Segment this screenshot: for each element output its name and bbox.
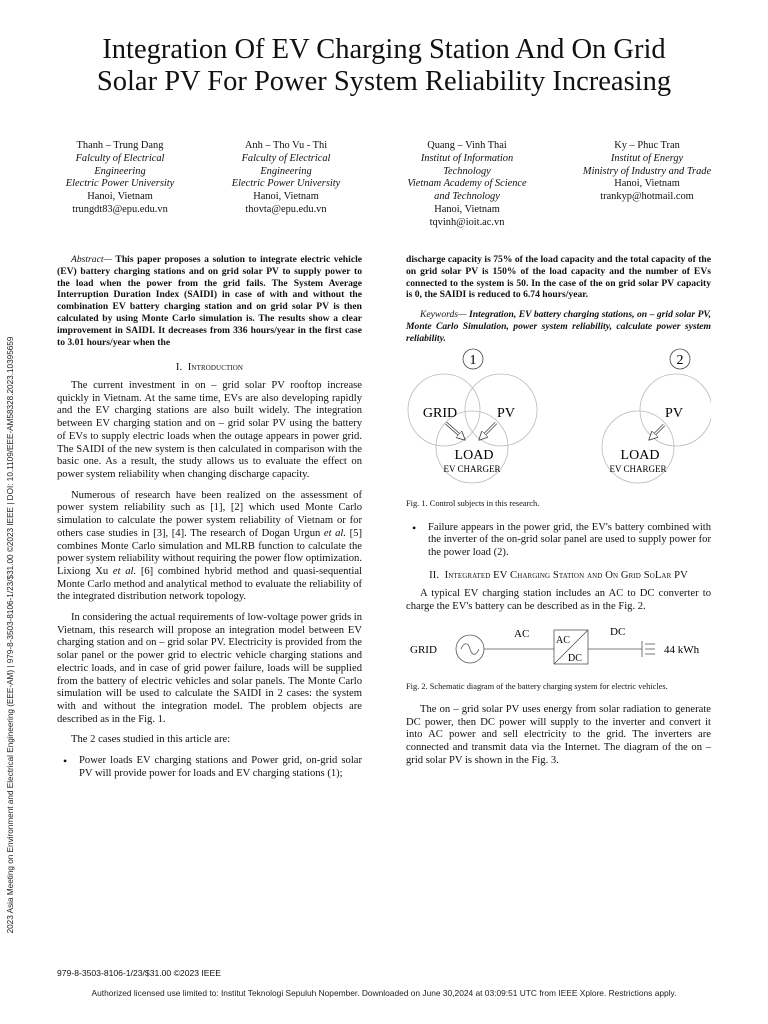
author-affiliation: Institut of Information xyxy=(420,152,514,164)
text-run-italic: et al. xyxy=(112,565,137,577)
paragraph-intro-4: The 2 cases studied in this article are: xyxy=(71,734,231,746)
author-4 xyxy=(567,140,727,204)
list-item-case-2: • Failure appears in the power grid, the EV's battery combined with the inverter of the on-grid solar panel are used to supply power for the power load (2). xyxy=(406,522,711,560)
author-affiliation: Falculty of Electrical xyxy=(75,152,165,164)
pv-label: PV xyxy=(497,405,515,421)
abstract-continued: discharge capacity is 75% of the load capacity and the total capacity of the on grid solar PV is 150% of the load capacity and the number of EVs connected to the system is 50. In the case of the on grid solar PV capacity is 0, the SAIDI is reduced to 6.74 hours/year. xyxy=(406,254,711,301)
abstract-lead: Abstract— xyxy=(71,254,113,265)
figure-1-diagram xyxy=(406,345,711,495)
fig2-dc-label: DC xyxy=(610,625,626,638)
author-email: tqvinh@ioit.ac.vn xyxy=(429,216,505,228)
paragraph-sec2-2: The on – grid solar PV uses energy from solar radiation to generate DC power, then DC power will supply to the inverter and convert it into AC power and sell electricity to the grid. The inverters are connected and transmit data via the Internet. The diagram of the on – grid solar PV is shown in the Fig. 3. xyxy=(406,703,711,766)
text-run: Numerous of research have been realized on the assessment of power system reliability such as [1], [2] which used Monte Carlo simulation to calculate the power system reliability of Vietnam or for others case studies in [3], [4]. The research of Dogan Urgun xyxy=(57,489,362,539)
left-column xyxy=(57,254,362,780)
arrow-grid-load-inner xyxy=(446,423,464,439)
fig2-grid-label: GRID xyxy=(410,643,437,656)
sine-wave-icon xyxy=(461,644,479,655)
author-city: Hanoi, Vietnam xyxy=(434,203,500,215)
text-run-italic: et al. xyxy=(323,527,347,539)
pv-label-2: PV xyxy=(665,405,683,421)
text-run: [5] combines Monte Carlo simulation and MLRB function to calculate the power system reliability without requiring the power flow optimization. Lixiong Xu xyxy=(57,527,362,577)
battery-capacity-label: 44 kWh xyxy=(664,643,700,656)
converter-dc-label: DC xyxy=(568,652,582,664)
author-email: thovta@epu.edu.vn xyxy=(245,203,327,215)
figure-1-caption: Fig. 1. Control subjects in this research. xyxy=(406,498,540,508)
author-affiliation: and Technology xyxy=(434,191,500,203)
author-city: Hanoi, Vietnam xyxy=(87,191,153,203)
figure-2-caption: Fig. 2. Schematic diagram of the battery charging system for electric vehicles. xyxy=(406,681,668,691)
author-email: trankyp@hotmail.com xyxy=(600,191,694,203)
section-number: I. xyxy=(175,362,183,374)
author-email: trungdt83@epu.edu.vn xyxy=(72,203,168,215)
section-heading-introduction xyxy=(57,362,362,375)
author-name: Thanh – Trung Dang xyxy=(76,140,164,151)
copyright-footer: 979-8-3503-8106-1/23/$31.00 ©2023 IEEE xyxy=(57,968,222,978)
section-number: II. xyxy=(429,569,440,581)
paper-title xyxy=(50,34,718,98)
keywords-lead: Keywords— xyxy=(420,309,467,321)
load-label-2: LOAD xyxy=(620,447,660,463)
figure-2-diagram xyxy=(406,620,711,678)
author-city: Hanoi, Vietnam xyxy=(614,178,680,190)
section-title: Integrated EV Charging Station and On Grid SoLar PV xyxy=(444,569,688,581)
converter-ac-label: AC xyxy=(556,634,570,646)
paragraph-intro-2 xyxy=(57,490,362,604)
title-line-1: Integration Of EV Charging Station And On Grid xyxy=(102,34,666,65)
paragraph-intro-3: In considering the actual requirements of low-voltage power grids in Vietnam, this research will propose an integration model between EV charging station and on – grid solar PV. Electricity is provided from the solar panel or the power grid to electric vehicle charging stations and electric loads, and in case of grid power failure, loads will be supplied from the battery of electric vehicles and solar panels. The Monte Carlo simulation will be used to calculate the SAIDI in 2 cases: the system with and without the integration model. The problem objects are described as in the Fig. 1. xyxy=(57,612,362,725)
license-footer: Authorized licensed use limited to: Institut Teknologi Sepuluh Nopember. Downloaded on June 30,2024 at 03:09:51 UTC from IEEE Xplore. Restrictions apply. xyxy=(91,988,677,998)
ev-charger-label-2: EV CHARGER xyxy=(609,463,667,474)
arrow-pv-load-inner xyxy=(480,423,496,439)
fig2-ac-label: AC xyxy=(514,627,530,640)
author-affiliation: Electric Power University xyxy=(65,178,175,190)
author-affiliation: Engineering xyxy=(94,165,146,177)
side-banner: 2023 Asia Meeting on Environment and Electrical Engineering (EEE-AM) | 979-8-3503-8106-1/23/$31.00 ©2023 IEEE | DOI: 10.1109/EEE-AM58328.2023.10395659 xyxy=(6,336,15,934)
author-3 xyxy=(387,140,547,230)
load-label: LOAD xyxy=(454,447,494,463)
right-column xyxy=(406,254,711,767)
author-affiliation: Electric Power University xyxy=(231,178,341,190)
text-run: [6] combined hybrid method and quasi-sequential Monte Carlo method and analytical method to evaluate the reliability of the integrated distribution network topology. xyxy=(57,565,362,603)
author-city: Hanoi, Vietnam xyxy=(253,191,319,203)
case-1-number: 1 xyxy=(469,352,477,368)
author-affiliation: Falculty of Electrical xyxy=(241,152,331,164)
author-affiliation: Technology xyxy=(443,165,491,177)
abstract xyxy=(57,254,362,348)
keywords xyxy=(406,309,711,344)
keywords-body: Integration, EV battery charging stations, on – grid solar PV, Monte Carlo Simulation, power system reliability, calculate power system reliability. xyxy=(406,309,711,344)
author-2 xyxy=(206,140,366,217)
abstract-body: This paper proposes a solution to integrate electric vehicle (EV) battery charging stations and on grid solar PV to supply power to the load when the power from the grid fails. The System Average Interruption Duration Index (SAIDI) in case of with and without the combination EV battery charging station and on grid solar PV is then calculated by using Monte Carlo simulation is. The results show a clear improvement in SAIDI. It decreases from 336 hours/year in the first case to 3.01 hours/year when the xyxy=(57,254,362,348)
author-affiliation: Engineering xyxy=(260,165,312,177)
author-name: Quang – Vinh Thai xyxy=(427,140,507,151)
author-affiliation: Vietnam Academy of Science xyxy=(407,178,527,190)
author-affiliation: Ministry of Industry and Trade xyxy=(582,165,712,177)
author-name: Ky – Phuc Tran xyxy=(614,140,680,151)
case-2-number: 2 xyxy=(676,352,684,368)
section-heading-integrated xyxy=(406,570,711,583)
grid-label: GRID xyxy=(422,405,458,421)
paragraph-intro-1: The current investment in on – grid solar PV rooftop increase quickly in Vietnam. At the same time, EVs are also developing rapidly and the EV charging stations are also built widely. The integration between EV charging station and on – grid solar PV using the battery of EVs to supply electric loads when the outage appears in power grid. The SAIDI of the new system is then calculated in comparison with the basic one. As a result, the study allows us to evaluate the effect on power system reliability when changing discharge capacity. xyxy=(57,380,362,480)
section-title: Introduction xyxy=(187,362,244,374)
author-affiliation: Institut of Energy xyxy=(610,152,684,164)
ev-charger-label: EV CHARGER xyxy=(443,463,501,474)
paragraph-sec2-1: A typical EV charging station includes an AC to DC converter to charge the EV's battery can be described as in the Fig. 2. xyxy=(406,588,711,613)
author-name: Anh – Tho Vu - Thi xyxy=(244,140,328,151)
author-1 xyxy=(40,140,200,217)
title-line-2: Solar PV For Power System Reliability Increasing xyxy=(96,66,672,97)
arrow-pv-load-2-inner xyxy=(650,425,664,439)
list-item-case-1: • Power loads EV charging stations and Power grid, on-grid solar PV will provide power for loads and EV charging stations (1); xyxy=(57,755,362,780)
